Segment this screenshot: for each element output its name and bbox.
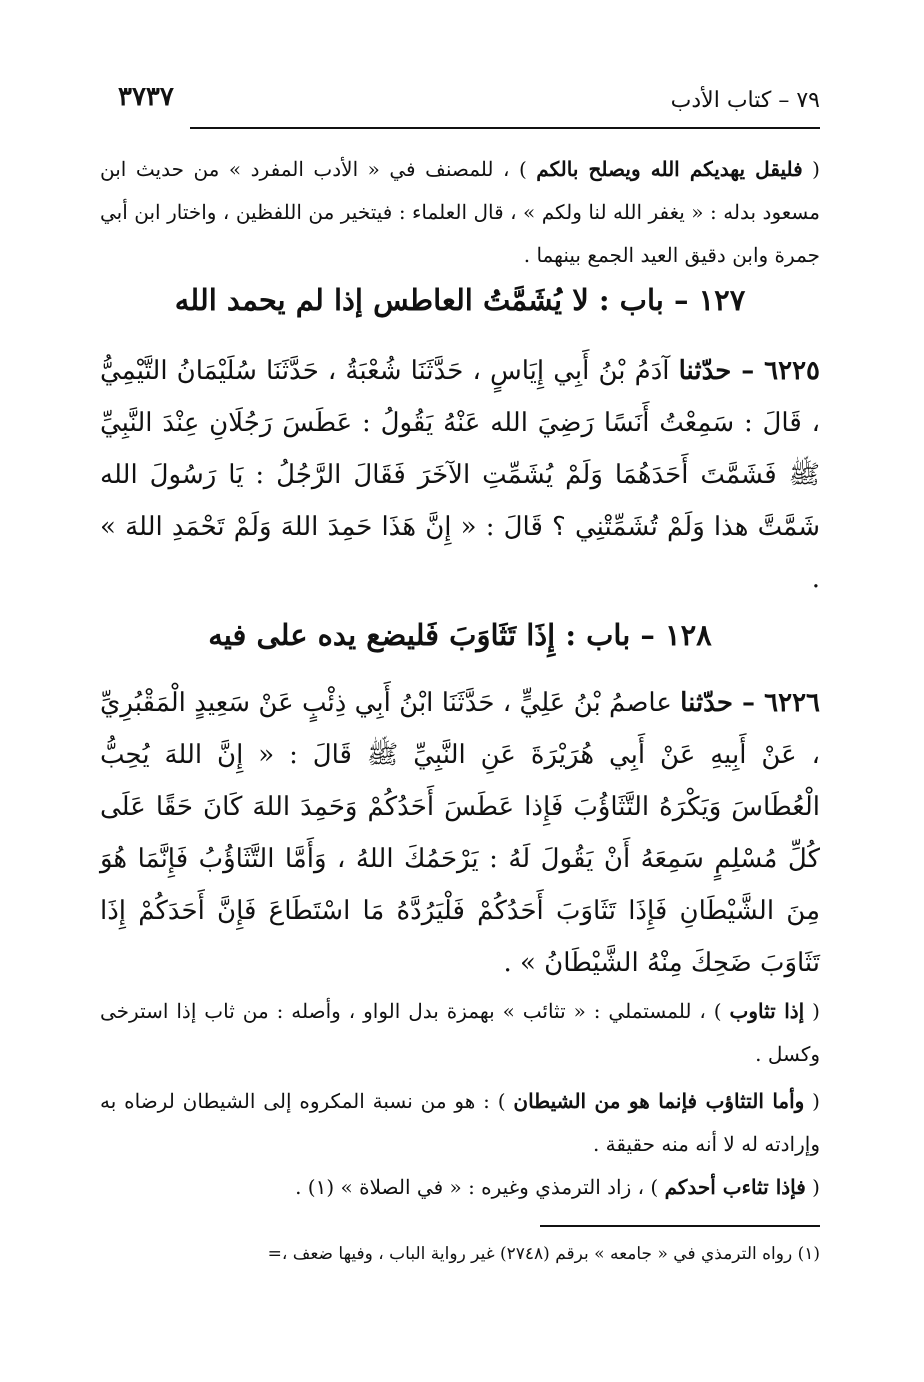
running-header: ٧٩ – كتاب الأدب [670, 88, 820, 113]
note-text: ) ، للمستملي : « تثائب » بهمزة بدل الواو ، وأصله : من ثاب إذا استرخى وكسل . [100, 999, 820, 1066]
page-number: ٣٧٣٧ [118, 82, 174, 112]
hadith-number: ٦٢٢٦ [764, 688, 821, 718]
intro-paragraph [100, 148, 820, 277]
note-open: ( [805, 1175, 820, 1199]
note-text: ) : هو من نسبة المكروه إلى الشيطان لرضاه به وإرادته له لا أنه منه حقيقة . [100, 1089, 820, 1156]
note-3 [100, 1166, 820, 1209]
header-rule [190, 127, 820, 129]
note-text: ) ، زاد الترمذي وغيره : « في الصلاة » (١) . [295, 1175, 665, 1199]
intro-text: ) ، للمصنف في « الأدب المفرد » من حديث ابن مسعود بدله : « يغفر الله لنا ولكم » ، قال العلماء : فيتخير من اللفظين ، واختار ابن أبي جمرة وابن دقيق العيد الجمع بينهما . [100, 157, 820, 267]
footnote: (١) رواه الترمذي في « جامعه » برقم (٢٧٤٨) غير رواية الباب ، وفيها ضعف ،= [267, 1244, 820, 1264]
hadith-text: عاصمُ بْنُ عَلِيٍّ ، حَدَّثَنَا ابْنُ أَبِي ذِئْبٍ عَنْ سَعِيدٍ الْمَقْبُرِيِّ ، عَنْ أَبِيهِ عَنْ أَبِي هُرَيْرَةَ عَنِ النَّبِيِّ ﷺ قَالَ : « إِنَّ اللهَ يُحِبُّ الْعُطَاسَ وَيَكْرَهُ التَّثَاؤُبَ فَإِذا عَطَسَ أَحَدُكُمْ وَحَمِدَ اللهَ كَانَ حَقًا عَلَى كُلِّ مُسْلِمٍ سَمِعَهُ أَنْ يَقُولَ لَهُ : يَرْحَمُكَ اللهُ ، وَأَمَّا التَّثَاؤُبُ فَإِنَّمَا هُوَ مِنَ الشَّيْطَانِ فَإِذَا تَثَاوَبَ أَحَدُكُمْ فَلْيَرُدَّهُ مَا اسْتَطَاعَ فَإِنَّ أَحَدَكُمْ إِذَا تَثَاوَبَ ضَحِكَ مِنْهُ الشَّيْطَانُ » . [100, 688, 820, 978]
chapter-127-heading: ١٢٧ – باب : لا يُشَمَّتُ العاطس إذا لم يحمد الله [174, 283, 746, 317]
hadith-6226 [100, 677, 820, 989]
intro-open: ( [802, 157, 820, 181]
note-1 [100, 990, 820, 1076]
hadith-lead: – حدّثنا [680, 688, 765, 718]
note-term: وأما التثاؤب فإنما هو من الشيطان [513, 1089, 805, 1113]
chapter-128-heading: ١٢٨ – باب : إِذَا تَثَاوَبَ فَليضع يده على فيه [208, 618, 712, 652]
note-term: فإذا تثاءب أحدكم [664, 1175, 806, 1199]
hadith-6225 [100, 345, 820, 605]
intro-quote: فليقل يهديكم الله ويصلح بالكم [536, 157, 803, 181]
hadith-lead: – حدّثنا [678, 356, 765, 386]
note-2 [100, 1080, 820, 1166]
note-term: إذا تثاوب [729, 999, 805, 1023]
hadith-number: ٦٢٢٥ [764, 356, 820, 386]
note-open: ( [804, 999, 820, 1023]
footnote-rule [540, 1225, 820, 1227]
note-open: ( [804, 1089, 820, 1113]
hadith-text: آدَمُ بْنُ أَبِي إِيَاسٍ ، حَدَّثَنَا شُعْبَةُ ، حَدَّثَنَا سُلَيْمَانُ التَّيْمِيُّ ، قَالَ : سَمِعْتُ أَنَسًا رَضِيَ الله عَنْهُ يَقُولُ : عَطَسَ رَجُلَانِ عِنْدَ النَّبِيِّ ﷺ فَشَمَّتَ أَحَدَهُمَا وَلَمْ يُشَمِّتِ الآخَرَ فَقَالَ الرَّجُلُ : يَا رَسُولَ الله شَمَّتَّ هذا وَلَمْ تُشَمِّتْنِي ؟ قَالَ : « إِنَّ هَذَا حَمِدَ اللهَ وَلَمْ تَحْمَدِ اللهَ » . [100, 356, 820, 594]
